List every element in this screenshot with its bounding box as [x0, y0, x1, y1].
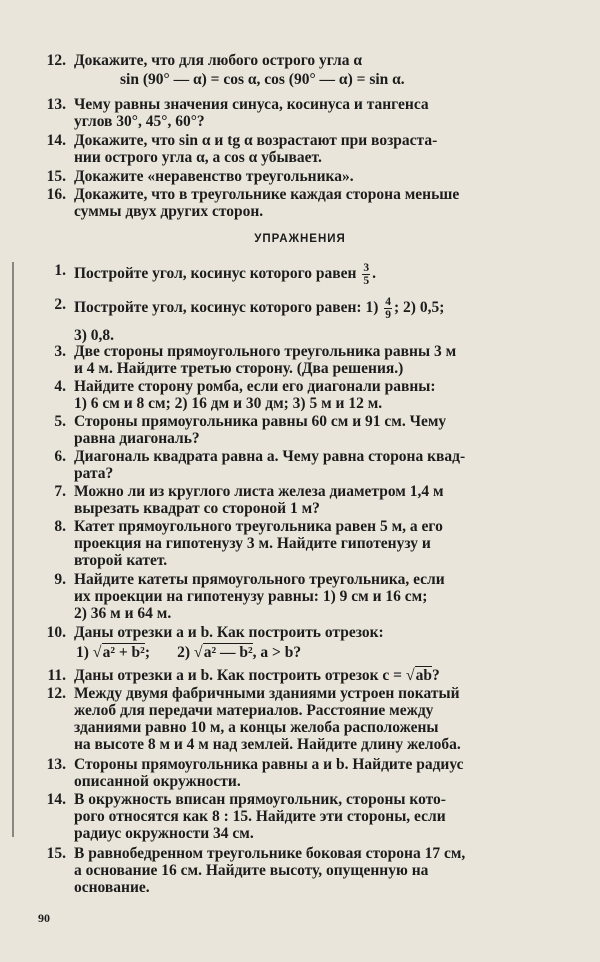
exercise-line: Две стороны прямоугольного треугольника равны 3 м	[74, 343, 457, 360]
fraction-numerator: 3	[363, 262, 370, 274]
exercise-13	[30, 756, 575, 790]
exercise-number: 13.	[46, 756, 66, 773]
exercise-number: 2.	[54, 296, 66, 313]
exercise-number: 4.	[54, 378, 66, 395]
question-number: 16.	[46, 186, 66, 203]
exercise-1	[30, 262, 575, 287]
exercise-number: 14.	[46, 791, 66, 808]
exercise-line: проекция на гипотенузу 3 м. Найдите гипотенузу и	[74, 535, 431, 552]
exercise-12	[30, 685, 575, 753]
punctuation: ?	[432, 667, 440, 684]
exercise-11	[30, 667, 575, 684]
question-number: 14.	[46, 132, 66, 149]
exercise-number: 8.	[54, 518, 66, 535]
exercise-number: 11.	[47, 667, 66, 684]
exercise-line: радиус окружности 34 см.	[74, 825, 254, 842]
exercise-number: 9.	[54, 571, 66, 588]
section-title: УПРАЖНЕНИЯ	[254, 233, 346, 245]
item-label: 1)	[76, 644, 89, 661]
question-14	[30, 132, 575, 166]
exercise-line: второй катет.	[74, 552, 168, 569]
question-line: суммы двух других сторон.	[74, 203, 264, 220]
exercise-line: описанной окружности.	[74, 773, 241, 790]
fraction	[384, 296, 392, 321]
exercise-line: 2) 36 м и 64 м.	[74, 605, 172, 622]
exercise-text-part: Постройте угол, косинус которого равен: 1)	[74, 299, 379, 317]
exercise-line: зданиями равно 10 м, а концы желоба расположены	[74, 719, 439, 736]
punctuation: ;	[144, 644, 150, 661]
exercise-4	[30, 378, 575, 412]
sqrt-icon: √	[92, 644, 102, 661]
exercise-text-part: Даны отрезки a и b. Как построить отрезок c =	[74, 667, 403, 684]
exercise-line: Стороны прямоугольника равны 60 см и 91 см. Чему	[74, 413, 447, 430]
exercise-6	[30, 448, 575, 482]
question-13	[30, 96, 575, 130]
exercise-formula-line	[74, 644, 575, 661]
item-label: 2)	[177, 644, 191, 661]
exercise-line: Стороны прямоугольника равны a и b. Найдите радиус	[74, 756, 464, 773]
question-number: 15.	[46, 168, 66, 185]
exercise-line: 1) 6 см и 8 см; 2) 16 дм и 30 дм; 3) 5 м и 12 м.	[74, 395, 383, 412]
question-line: нии острого угла α, а cos α убывает.	[74, 149, 322, 166]
radicand: a² + b²	[102, 644, 145, 661]
formula-12: sin (90° — α) = cos α, cos (90° — α) = sin α.	[120, 71, 405, 88]
exercise-text-part: Постройте угол, косинус которого равен	[74, 265, 357, 283]
exercise-10	[30, 624, 575, 661]
question-line: Чему равны значения синуса, косинуса и тангенса	[74, 96, 429, 113]
question-text: Докажите, что для любого острого угла α	[74, 52, 363, 69]
exercise-2	[30, 296, 575, 344]
punctuation: .	[372, 265, 376, 283]
exercise-line: В равнобедренном треугольнике боковая сторона 17 см,	[74, 845, 466, 862]
question-line: Докажите, что в треугольнике каждая сторона меньше	[74, 186, 460, 203]
question-number: 13.	[46, 96, 66, 113]
exercise-line: Диагональ квадрата равна a. Чему равна сторона квад-	[74, 448, 466, 465]
sqrt-icon: √	[405, 667, 415, 684]
fraction-denominator: 9	[385, 309, 392, 321]
exercise-line: равна диагональ?	[74, 430, 200, 447]
radicand: a² — b²	[203, 644, 253, 661]
exercise-14	[30, 791, 575, 842]
exercise-text-part: ; 2) 0,5;	[394, 299, 445, 317]
fraction-denominator: 5	[363, 275, 370, 287]
exercise-line: Катет прямоугольного треугольника равен 5 м, а его	[74, 518, 443, 535]
exercise-line: их проекции на гипотенузу равны: 1) 9 см и 16 см;	[74, 588, 428, 605]
exercise-line: и 4 м. Найдите третью сторону. (Два решения.)	[74, 360, 404, 377]
sqrt-icon: √	[193, 644, 203, 661]
exercise-number: 6.	[54, 448, 66, 465]
exercise-line: Между двумя фабричными зданиями устроен покатый	[74, 685, 460, 702]
condition: , a > b?	[252, 644, 302, 661]
exercise-5	[30, 413, 575, 447]
exercise-text	[74, 667, 575, 684]
exercise-line: рата?	[74, 465, 114, 482]
exercise-line: 3) 0,8.	[74, 327, 115, 344]
exercise-line: Найдите сторону ромба, если его диагонали равны:	[74, 378, 436, 395]
exercise-number: 7.	[54, 483, 66, 500]
question-16	[30, 186, 575, 220]
exercise-line: Даны отрезки a и b. Как построить отрезок:	[74, 624, 384, 641]
question-text: Докажите «неравенство треугольника».	[74, 168, 354, 185]
exercise-line: вырезать квадрат со стороной 1 м?	[74, 500, 320, 517]
exercise-15	[30, 845, 575, 896]
exercise-number: 12.	[46, 685, 66, 702]
exercise-number: 10.	[46, 624, 66, 641]
exercise-7	[30, 483, 575, 517]
exercise-9	[30, 571, 575, 622]
exercise-number: 3.	[54, 343, 66, 360]
fraction	[362, 262, 370, 287]
exercise-line: Найдите катеты прямоугольного треугольника, если	[74, 571, 445, 588]
exercise-number: 15.	[46, 845, 66, 862]
question-line: Докажите, что sin α и tg α возрастают при возраста-	[74, 132, 438, 149]
exercise-line: В окружность вписан прямоугольник, стороны кото-	[74, 791, 446, 808]
exercise-number: 1.	[54, 262, 66, 279]
question-15	[30, 168, 575, 185]
page-number: 90	[38, 911, 50, 925]
exercise-line: рого относятся как 8 : 15. Найдите эти стороны, если	[74, 808, 446, 825]
margin-bar	[12, 262, 14, 837]
exercise-line: Можно ли из круглого листа железа диаметром 1,4 м	[74, 483, 444, 500]
exercise-line: основание.	[74, 879, 150, 896]
exercise-text	[74, 262, 575, 287]
question-12	[30, 52, 575, 69]
question-number: 12.	[46, 52, 66, 69]
exercise-line: а основание 16 см. Найдите высоту, опущенную на	[74, 862, 429, 879]
exercise-number: 5.	[54, 413, 66, 430]
question-line: углов 30°, 45°, 60°?	[74, 113, 205, 130]
exercise-3	[30, 343, 575, 377]
exercise-line: желоб для передачи материалов. Расстояние между	[74, 702, 434, 719]
radicand: ab	[415, 667, 433, 684]
exercise-line: на высоте 8 м и 4 м над землей. Найдите длину желоба.	[74, 736, 461, 753]
exercise-8	[30, 518, 575, 569]
exercise-text	[74, 296, 575, 321]
fraction-numerator: 4	[385, 296, 392, 308]
